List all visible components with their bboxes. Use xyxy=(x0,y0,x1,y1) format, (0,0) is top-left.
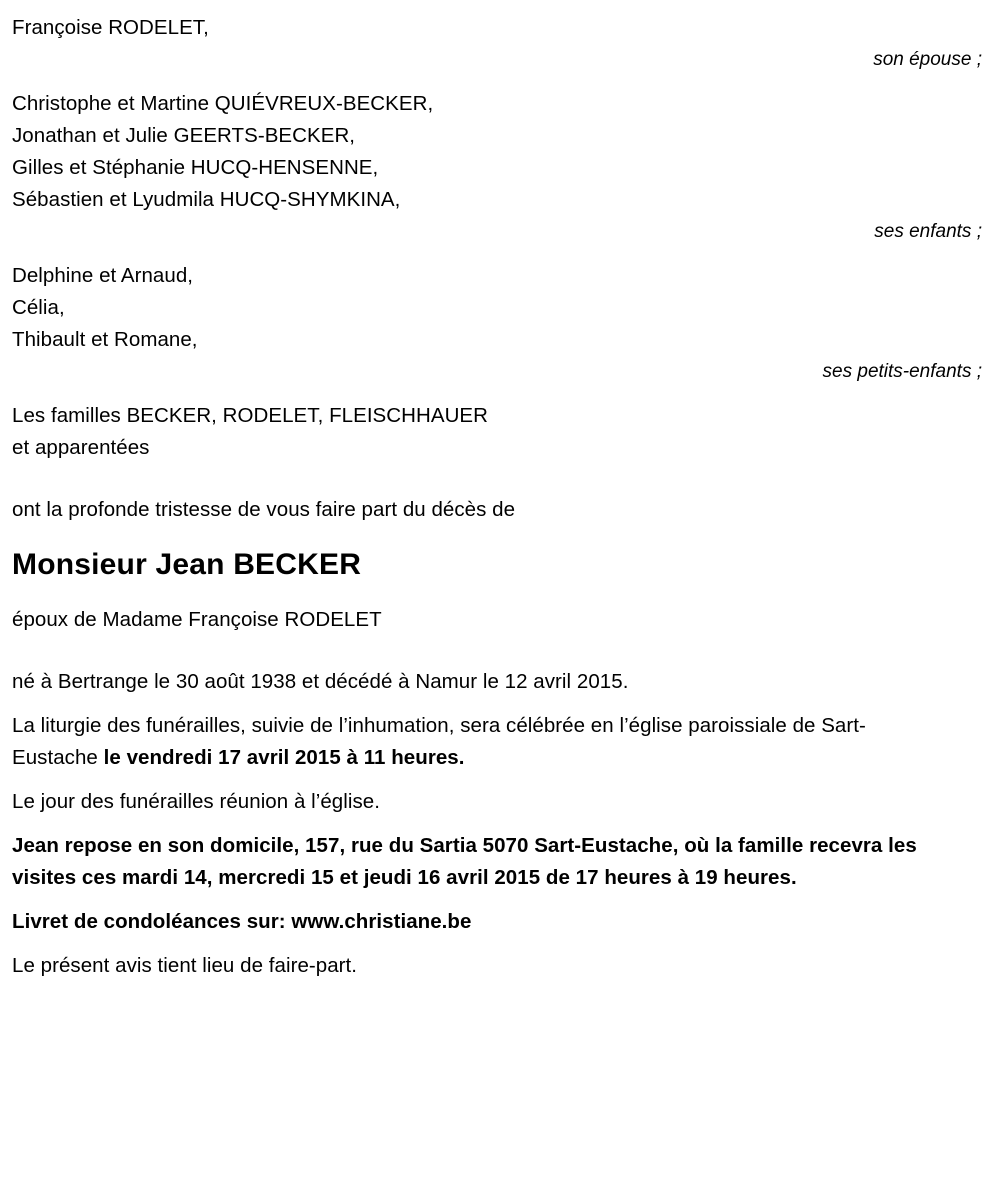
liturgy-bold-part: le vendredi 17 avril 2015 à 11 heures. xyxy=(103,746,465,769)
relation-label-spouse: son épouse ; xyxy=(873,49,982,70)
spacer xyxy=(12,636,990,666)
birth-death-text: né à Bertrange le 30 août 1938 et décédé à Namur le 12 avril 2015. xyxy=(12,670,629,693)
deceased-name: Monsieur Jean BECKER xyxy=(12,548,362,581)
spacer xyxy=(12,818,990,830)
reunion-text: Le jour des funérailles réunion à l’église. xyxy=(12,790,380,813)
relation-label-grandchildren: ses petits-enfants ; xyxy=(822,361,982,382)
visits-text: Jean repose en son domicile, 157, rue du Sartia 5070 Sart-Eustache, où la famille recevra les visites ces mardi 14, mercredi 15 et jeudi 16 avril 2015 de 17 heures à 19 heures. xyxy=(12,834,917,889)
children-block xyxy=(12,88,990,248)
spacer xyxy=(12,388,990,400)
liturgy-normal-part: La liturgie des funérailles, suivie de l’inhumation, sera célébrée en l’église paroissiale de Sart-Eustache xyxy=(12,714,866,769)
spacer xyxy=(12,526,990,546)
list-item: Delphine et Arnaud, xyxy=(12,264,194,287)
closing-text: Le présent avis tient lieu de faire-part. xyxy=(12,954,358,977)
spacer xyxy=(12,894,990,906)
list-item: Sébastien et Lyudmila HUCQ-SHYMKINA, xyxy=(12,188,401,211)
condolences-text: Livret de condoléances sur: www.christiane.be xyxy=(12,910,472,933)
spouse-block xyxy=(12,12,990,76)
spacer xyxy=(12,248,990,260)
liturgy-text xyxy=(12,710,917,774)
relation-label-children: ses enfants ; xyxy=(874,221,982,242)
families-line-1: Les familles BECKER, RODELET, FLEISCHHAUER xyxy=(12,404,489,427)
list-item: Thibault et Romane, xyxy=(12,328,198,351)
list-item: Gilles et Stéphanie HUCQ-HENSENNE, xyxy=(12,156,379,179)
spacer xyxy=(12,464,990,494)
list-item: Célia, xyxy=(12,296,65,319)
list-item: Christophe et Martine QUIÉVREUX-BECKER, xyxy=(12,92,434,115)
spacer xyxy=(12,938,990,950)
families-block xyxy=(12,400,990,464)
list-item: Jonathan et Julie GEERTS-BECKER, xyxy=(12,124,356,147)
families-line-2: et apparentées xyxy=(12,436,150,459)
spacer xyxy=(12,774,990,786)
spacer xyxy=(12,698,990,710)
list-item: Françoise RODELET, xyxy=(12,16,209,39)
spacer xyxy=(12,584,990,604)
spacer xyxy=(12,76,990,88)
grandchildren-block xyxy=(12,260,990,388)
deceased-subtitle: époux de Madame Françoise RODELET xyxy=(12,608,382,631)
announcement-text: ont la profonde tristesse de vous faire part du décès de xyxy=(12,498,516,521)
